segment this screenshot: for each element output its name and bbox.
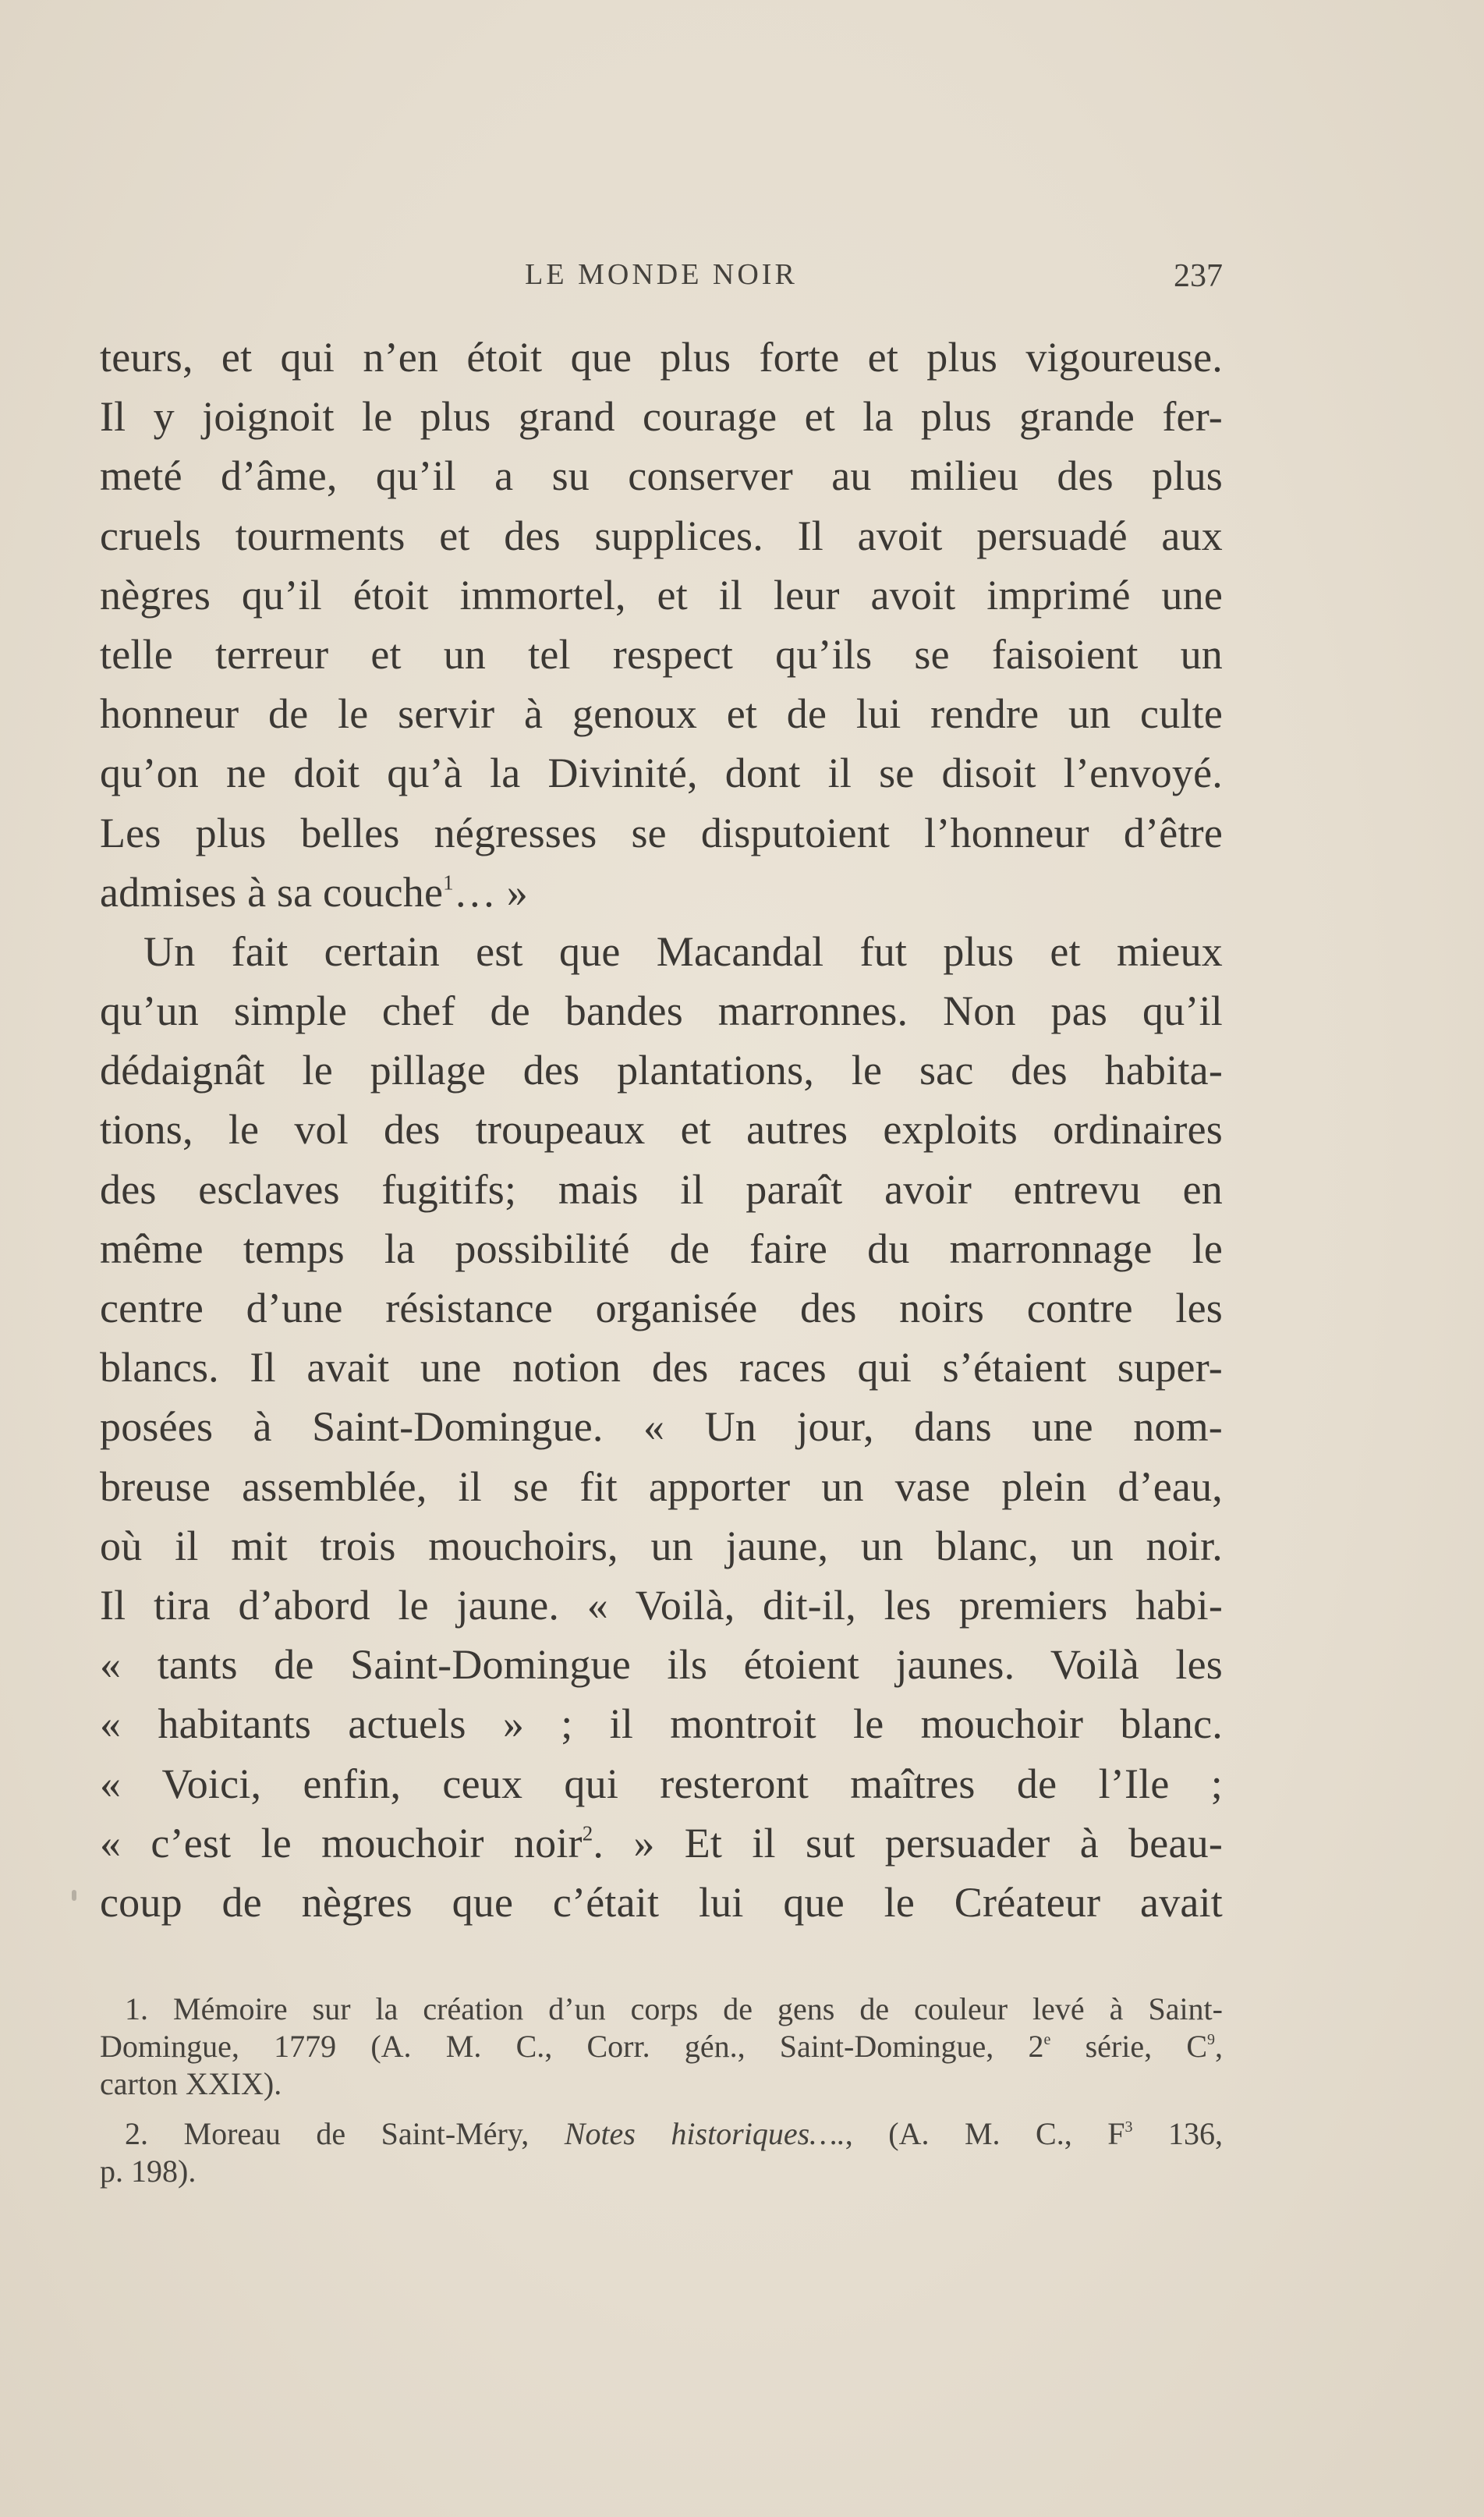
text-line (100, 863, 1223, 922)
text-line: teurs, et qui n’en étoit que plus forte et plus vigoureuse. (100, 334, 1223, 381)
italic-title: Notes historiques…. (564, 2116, 845, 2151)
text-line: Un fait certain est que Macandal fut plus et mieux (143, 927, 1223, 975)
footnote-ref-2: 2 (582, 1821, 593, 1845)
footnote-1-line (100, 2028, 1223, 2065)
text-line: Les plus belles négresses se disputoient l’honneur d’être (100, 809, 1223, 856)
text-line: des esclaves fugitifs; mais il paraît avoir entrevu en (100, 1165, 1223, 1213)
text-line: qu’un simple chef de bandes marronnes. Non pas qu’il (100, 987, 1223, 1035)
text-line: même temps la possibilité de faire du marronnage le (100, 1225, 1223, 1272)
text-line: posées à Saint-Domingue. « Un jour, dans une nom- (100, 1403, 1223, 1451)
text-fragment: , (1215, 2029, 1223, 2064)
text-line: « tants de Saint-Domingue ils étoient jaunes. Voilà les (100, 1641, 1223, 1689)
text-line: Il y joignoit le plus grand courage et la plus grande fer- (100, 393, 1223, 441)
text-fragment: admises à sa couche (100, 868, 444, 916)
footnote-2-line (100, 2115, 1223, 2153)
text-line (100, 1813, 1223, 1873)
text-line: tions, le vol des troupeaux et autres exploits ordinaires (100, 1106, 1223, 1154)
body-text (100, 328, 1223, 1932)
text-line: centre d’une résistance organisée des noirs contre les (100, 1285, 1223, 1331)
text-line: « Voici, enfin, ceux qui resteront maîtres de l’Ile ; (100, 1760, 1223, 1807)
footnote-ref-1: 1 (443, 870, 454, 895)
text-line: honneur de le servir à genoux et de lui rendre un culte (100, 690, 1223, 738)
text-line: meté d’âme, qu’il a su conserver au milieu des plus (100, 452, 1223, 500)
text-fragment: 2. Moreau de Saint-Méry, (125, 2116, 565, 2151)
text-fragment: . » Et il sut persuader à beau- (593, 1819, 1223, 1866)
text-line: telle terreur et un tel respect qu’ils se faisoient un (100, 630, 1223, 678)
text-line: où il mit trois mouchoirs, un jaune, un blanc, un noir. (100, 1522, 1223, 1569)
paper-speck (72, 1890, 76, 1901)
text-line: « habitants actuels » ; il montroit le mouchoir blanc. (100, 1700, 1223, 1748)
page-number: 237 (1174, 258, 1223, 294)
text-line: nègres qu’il étoit immortel, et il leur avoit imprimé une (100, 571, 1223, 619)
superscript: 3 (1125, 2118, 1133, 2136)
text-line: Il tira d’abord le jaune. « Voilà, dit-il, les premiers habi- (100, 1581, 1223, 1629)
superscript: e (1043, 2031, 1051, 2048)
text-fragment: 136, (1132, 2116, 1223, 2151)
text-fragment: Domingue, 1779 (A. M. C., Corr. gén., Saint-Domingue, 2 (100, 2029, 1044, 2064)
running-head (100, 257, 1223, 304)
text-fragment: série, C (1050, 2029, 1207, 2064)
superscript: 9 (1207, 2031, 1215, 2048)
text-line: cruels tourments et des supplices. Il avoit persuadé aux (100, 512, 1223, 559)
running-title: LE MONDE NOIR (525, 258, 798, 291)
text-line: dédaignât le pillage des plantations, le sac des habita- (100, 1047, 1223, 1094)
footnote-1-line: carton XXIX). (100, 2066, 282, 2101)
text-line: qu’on ne doit qu’à la Divinité, dont il se disoit l’envoyé. (100, 750, 1223, 797)
footnotes (100, 1991, 1223, 2190)
footnote-2-line: p. 198). (100, 2154, 197, 2189)
text-fragment: « c’est le mouchoir noir (100, 1819, 583, 1866)
footnote-1-line: 1. Mémoire sur la création d’un corps de gens de couleur levé à Saint- (125, 1991, 1223, 2026)
text-fragment: , (A. M. C., F (845, 2116, 1125, 2151)
text-line: breuse assemblée, il se fit apporter un vase plein d’eau, (100, 1462, 1223, 1510)
text-fragment: … » (453, 868, 528, 916)
text-line: blancs. Il avait une notion des races qui s’étaient super- (100, 1344, 1223, 1391)
text-line: coup de nègres que c’était lui que le Créateur avait (100, 1878, 1223, 1926)
